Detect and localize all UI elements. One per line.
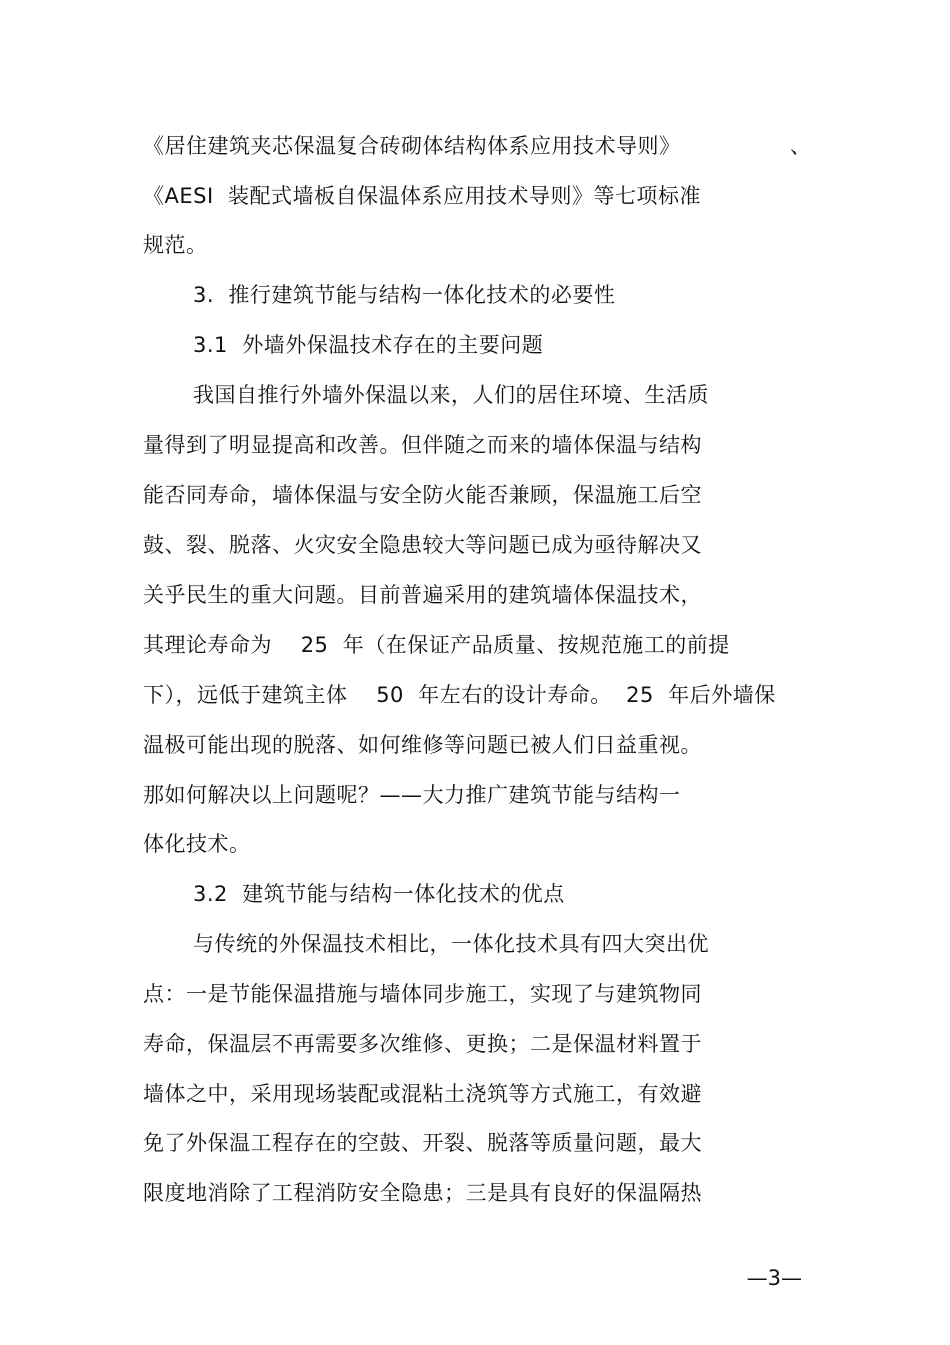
section-heading-3: 3. 推行建筑节能与结构一体化技术的必要性 <box>193 283 616 307</box>
subsection-heading-3-2: 3.2 建筑节能与结构一体化技术的优点 <box>193 882 565 906</box>
text-line-13: 温极可能出现的脱落、如何维修等问题已被人们日益重视。 <box>143 733 702 757</box>
text-line-1: 《居住建筑夹芯保温复合砖砌体结构体系应用技术导则》 <box>143 134 681 158</box>
text-line-17: 与传统的外保温技术相比，一体化技术具有四大突出优 <box>193 932 709 956</box>
text-line-10: 关乎民生的重大问题。目前普遍采用的建筑墙体保温技术， <box>143 583 702 607</box>
trailing-punctuation: 、 <box>790 134 811 158</box>
page-number: —3— <box>746 1266 802 1290</box>
text-line-8: 能否同寿命，墙体保温与安全防火能否兼顾，保温施工后空 <box>143 483 702 507</box>
text-line-22: 限度地消除了工程消防安全隐患；三是具有良好的保温隔热 <box>143 1181 702 1205</box>
text-line-20: 墙体之中，采用现场装配或混粘土浇筑等方式施工，有效避 <box>143 1082 702 1106</box>
text-line-6: 我国自推行外墙外保温以来，人们的居住环境、生活质 <box>193 383 709 407</box>
text-line-19: 寿命，保温层不再需要多次维修、更换；二是保温材料置于 <box>143 1032 702 1056</box>
text-line-9: 鼓、裂、脱落、火灾安全隐患较大等问题已成为亟待解决又 <box>143 533 702 557</box>
subsection-heading-3-1: 3.1 外墙外保温技术存在的主要问题 <box>193 333 544 357</box>
text-line-11: 其理论寿命为 25 年（在保证产品质量、按规范施工的前提 <box>143 633 730 657</box>
text-line-15: 体化技术。 <box>143 832 251 856</box>
text-line-3: 规范。 <box>143 233 208 257</box>
text-line-14: 那如何解决以上问题呢？——大力推广建筑节能与结构一 <box>143 783 681 807</box>
text-line-21: 免了外保温工程存在的空鼓、开裂、脱落等质量问题，最大 <box>143 1131 702 1155</box>
text-line-18: 点：一是节能保温措施与墙体同步施工，实现了与建筑物同 <box>143 982 702 1006</box>
text-line-7: 量得到了明显提高和改善。但伴随之而来的墙体保温与结构 <box>143 433 702 457</box>
text-line-2: 《AESI 装配式墙板自保温体系应用技术导则》等七项标准 <box>143 184 702 208</box>
text-line-12: 下），远低于建筑主体 50 年左右的设计寿命。 25 年后外墙保 <box>143 683 776 707</box>
